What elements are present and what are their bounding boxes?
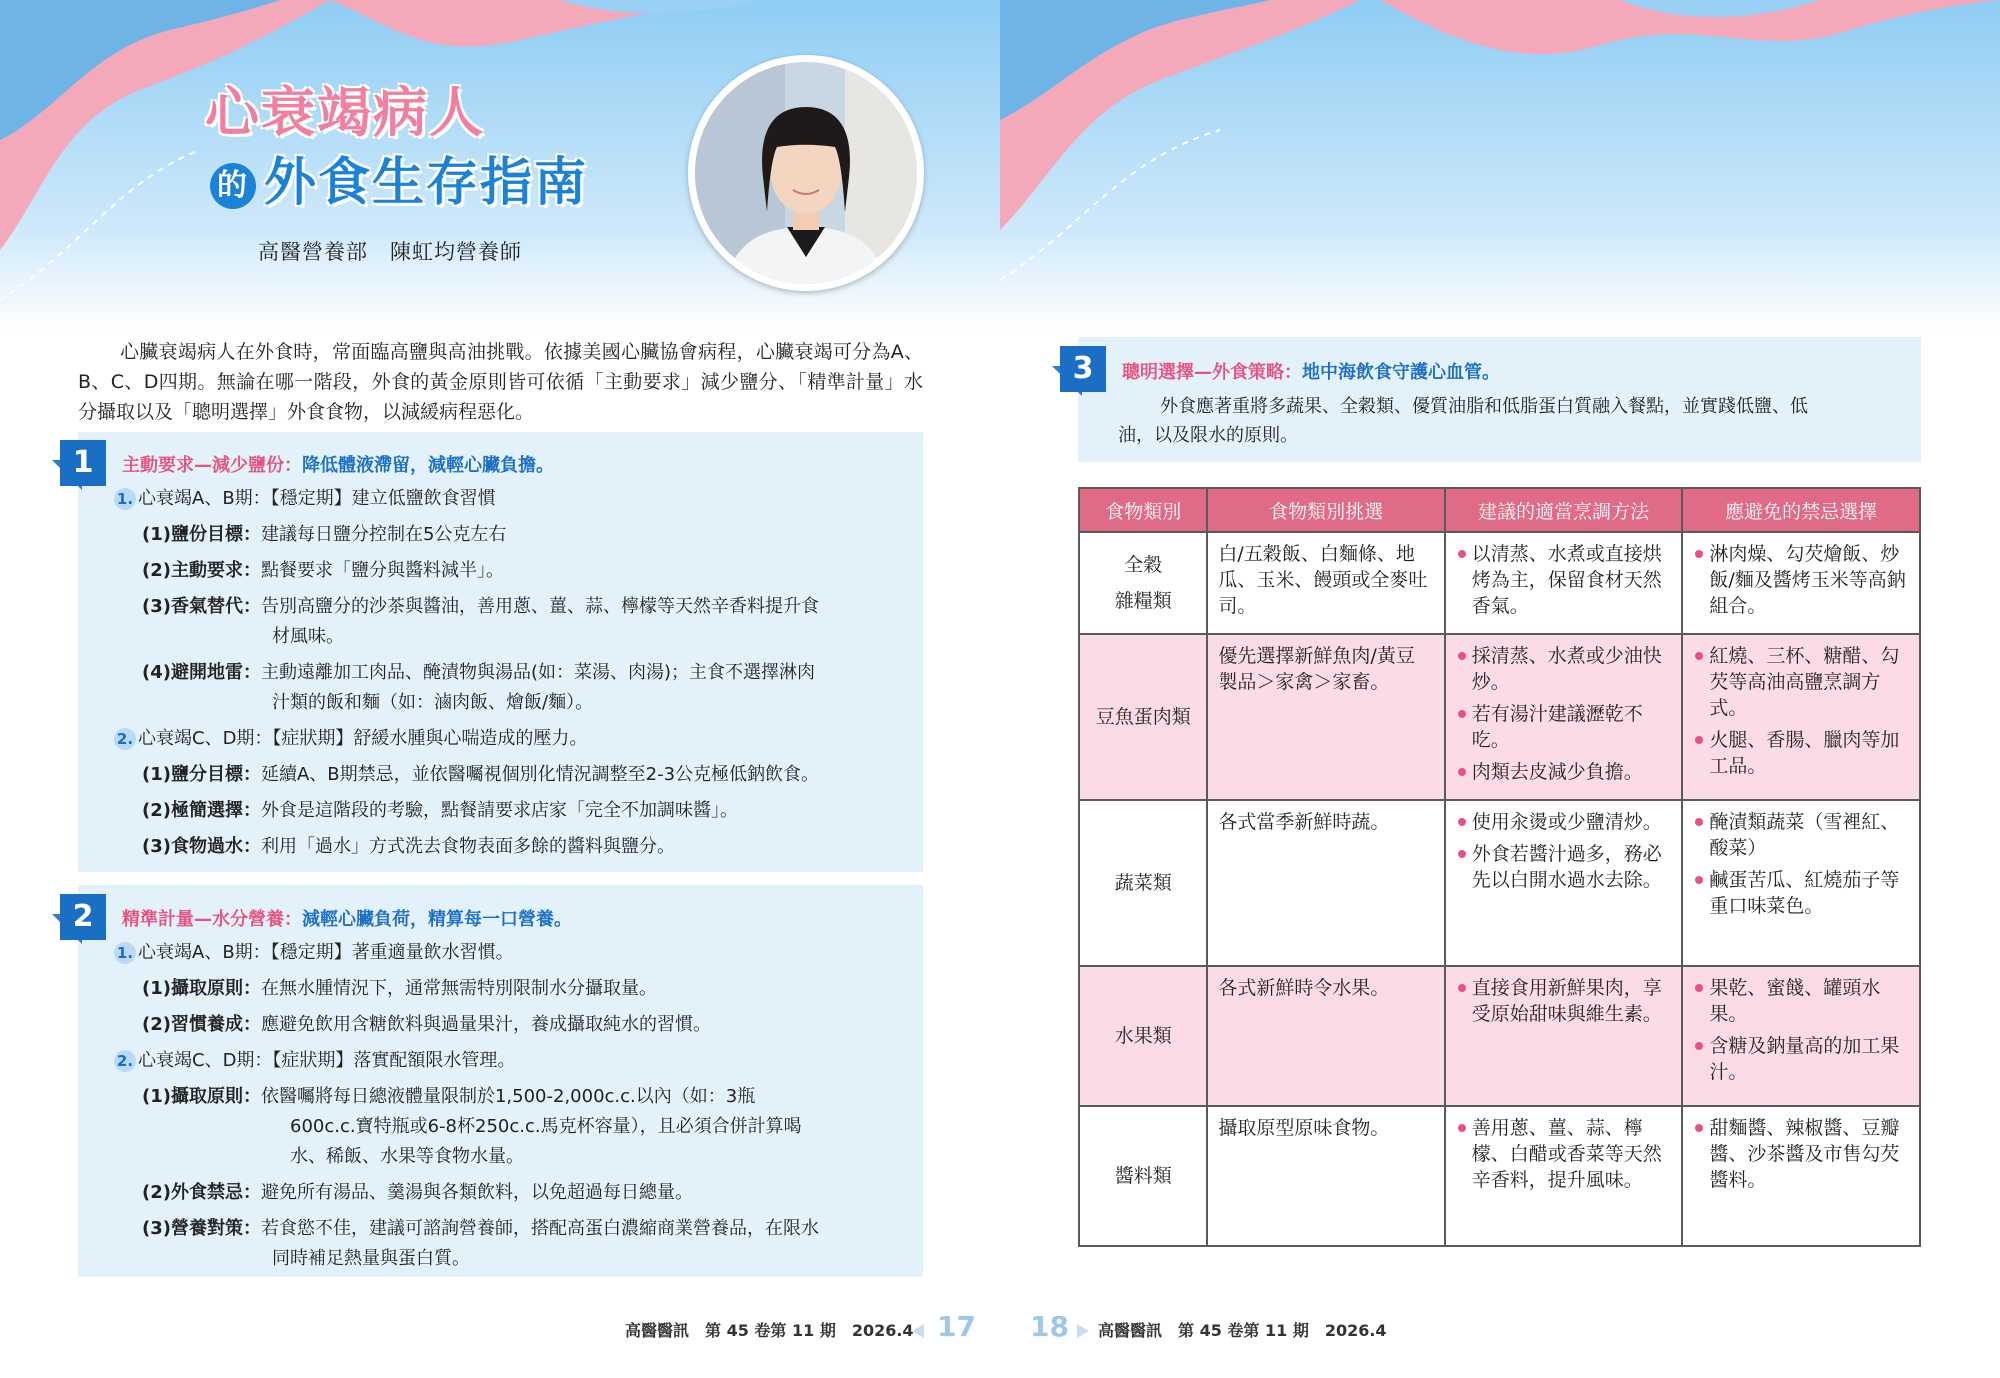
section-2-title: 精準計量—水分營養：減輕心臟負荷，精算每一口營養。 (122, 909, 572, 930)
table-row (1079, 800, 1920, 966)
s2-sub-2: (2)習慣養成：應避免飲用含糖飲料與過量果汁，養成攝取純水的習慣。 (142, 1014, 711, 1035)
s2-c-sub-1-cont2: 水、稀飯、水果等食物水量。 (290, 1146, 524, 1167)
s2-item-2: 2. 心衰竭C、D期：【症狀期】落實配額限水管理。 (114, 1047, 515, 1075)
row3-select: 各式當季新鮮時蔬。 (1207, 800, 1444, 966)
right-page (1000, 0, 2000, 1378)
section-2-badge: 2 (60, 894, 106, 940)
section-3-badge: 3 (1060, 346, 1106, 392)
row4-category: 水果類 (1079, 966, 1207, 1106)
s1-c-sub-1: (1)鹽分目標：延續A、B期禁忌，並依醫囑視個別化情況調整至2-3公克極低鈉飲食。 (142, 764, 820, 785)
row2-avoid: 紅燒、三杯、糖醋、勾芡等高油高鹽烹調方式。 火腿、香腸、臘肉等加工品。 (1682, 634, 1920, 800)
header-wave-background-right (1000, 0, 2000, 330)
table-row (1079, 1106, 1920, 1246)
article-title-line1: 心衰竭病人 (205, 81, 485, 144)
th-cooking: 建議的適當烹調方法 (1445, 488, 1683, 532)
table-row (1079, 634, 1920, 800)
row4-select: 各式新鮮時令水果。 (1207, 966, 1444, 1106)
section-3-body-line1: 外食應著重將多蔬果、全穀類、優質油脂和低脂蛋白質融入餐點，並實踐低鹽、低 (1160, 396, 1808, 417)
s2-c-sub-3: (3)營養對策：若食慾不佳，建議可諮詢營養師，搭配高蛋白濃縮商業營養品，在限水 (142, 1218, 819, 1239)
row1-avoid: 淋肉燥、勾芡燴飯、炒飯/麵及醬烤玉米等高鈉組合。 (1682, 532, 1920, 634)
row1-category: 全穀 雜糧類 (1079, 532, 1207, 634)
row2-category: 豆魚蛋肉類 (1079, 634, 1207, 800)
row5-category: 醬料類 (1079, 1106, 1207, 1246)
section-3-body-line2: 油，以及限水的原則。 (1118, 425, 1298, 446)
s1-sub-3: (3)香氣替代：告別高鹽分的沙茶與醬油，善用蔥、薑、蒜、檸檬等天然辛香料提升食 (142, 596, 819, 617)
title-line2-text: 外食生存指南 (264, 153, 589, 213)
row1-select: 白/五穀飯、白麵條、地瓜、玉米、饅頭或全麥吐司。 (1207, 532, 1444, 634)
title-de-circle: 的 (210, 163, 256, 209)
right-footer: 高醫醫訊 第 45 卷第 11 期 2026.4 (1098, 1321, 1387, 1340)
s1-c-sub-3: (3)食物過水：利用「過水」方式洗去食物表面多餘的醬料與鹽分。 (142, 836, 675, 857)
s2-c-sub-2: (2)外食禁忌：避免所有湯品、羹湯與各類飲料，以免超過每日總量。 (142, 1182, 693, 1203)
article-title-line2 (210, 140, 588, 215)
s2-item-1: 1. 心衰竭A、B期：【穩定期】著重適量飲水習慣。 (114, 939, 514, 967)
portrait-illustration (695, 62, 917, 284)
row3-category: 蔬菜類 (1079, 800, 1207, 966)
s1-item-2: 2. 心衰竭C、D期：【症狀期】舒緩水腫與心喘造成的壓力。 (114, 725, 587, 753)
s2-c-sub-3-cont: 同時補足熱量與蛋白質。 (272, 1248, 470, 1269)
table-row (1079, 966, 1920, 1106)
row2-select: 優先選擇新鮮魚肉/黃豆製品＞家禽＞家畜。 (1207, 634, 1444, 800)
s2-c-sub-1-cont: 600c.c.寶特瓶或6-8杯250c.c.馬克杯容量），且必須合併計算喝 (290, 1116, 802, 1137)
th-selection: 食物類別挑選 (1207, 488, 1444, 532)
food-guide-table (1078, 487, 1921, 1247)
s1-sub-4-cont: 汁類的飯和麵（如：滷肉飯、燴飯/麵）。 (272, 692, 594, 713)
right-page-number: 18 (1030, 1310, 1069, 1343)
row2-cook: 採清蒸、水煮或少油快炒。 若有湯汁建議瀝乾不吃。 肉類去皮減少負擔。 (1445, 634, 1683, 800)
left-page-number: 17 (937, 1310, 976, 1343)
s2-sub-1: (1)攝取原則：在無水腫情況下，通常無需特別限制水分攝取量。 (142, 978, 657, 999)
row3-cook: 使用汆燙或少鹽清炒。 外食若醬汁過多，務必先以白開水過水去除。 (1445, 800, 1683, 966)
s2-c-sub-1: (1)攝取原則：依醫囑將每日總液體量限制於1,500-2,000c.c.以內（如：3瓶 (142, 1086, 756, 1107)
th-category: 食物類別 (1079, 488, 1207, 532)
s1-sub-3-cont: 材風味。 (272, 626, 344, 647)
row5-cook: 善用蔥、薑、蒜、檸檬、白醋或香菜等天然辛香料，提升風味。 (1445, 1106, 1683, 1246)
s1-sub-2: (2)主動要求：點餐要求「鹽分與醬料減半」。 (142, 560, 504, 581)
row4-avoid: 果乾、蜜餞、罐頭水果。 含糖及鈉量高的加工果汁。 (1682, 966, 1920, 1106)
s1-sub-4: (4)避開地雷：主動遠離加工肉品、醃漬物與湯品(如：菜湯、肉湯)；主食不選擇淋肉 (142, 662, 816, 683)
row3-avoid: 醃漬類蔬菜（雪裡紅、酸菜） 鹹蛋苦瓜、紅燒茄子等重口味菜色。 (1682, 800, 1920, 966)
row1-cook: 以清蒸、水煮或直接烘烤為主，保留食材天然香氣。 (1445, 532, 1683, 634)
left-page-arrow-icon (912, 1324, 924, 1338)
row4-cook: 直接食用新鮮果肉，享受原始甜味與維生素。 (1445, 966, 1683, 1106)
s1-item-1: 1. 心衰竭A、B期：【穩定期】建立低鹽飲食習慣 (114, 485, 496, 513)
row5-select: 攝取原型原味食物。 (1207, 1106, 1444, 1246)
table-header-row (1079, 488, 1920, 532)
right-page-arrow-icon (1077, 1324, 1089, 1338)
th-avoid: 應避免的禁忌選擇 (1682, 488, 1920, 532)
intro-paragraph: 心臟衰竭病人在外食時，常面臨高鹽與高油挑戰。依據美國心臟協會病程，心臟衰竭可分為A、B、C、D四期。無論在哪一階段，外食的黃金原則皆可依循「主動要求」減少鹽分、「精準計量」水分攝取以及「聰明選擇」外食食物，以減緩病程惡化。 (78, 341, 923, 423)
left-footer: 高醫醫訊 第 45 卷第 11 期 2026.4 (625, 1321, 914, 1340)
s1-c-sub-2: (2)極簡選擇：外食是這階段的考驗，點餐請要求店家「完全不加調味醬」。 (142, 800, 738, 821)
author-photo (688, 55, 924, 291)
row5-avoid: 甜麵醬、辣椒醬、豆瓣醬、沙茶醬及市售勾芡醬料。 (1682, 1106, 1920, 1246)
section-1-title: 主動要求—減少鹽份：降低體液滯留，減輕心臟負擔。 (122, 455, 554, 476)
section-3-title: 聰明選擇—外食策略：地中海飲食守護心血管。 (1122, 362, 1500, 383)
author-byline: 高醫營養部 陳虹均營養師 (258, 240, 522, 264)
table-row (1079, 532, 1920, 634)
s1-sub-1: (1)鹽份目標：建議每日鹽分控制在5公克左右 (142, 524, 507, 545)
section-1-badge: 1 (60, 440, 106, 486)
